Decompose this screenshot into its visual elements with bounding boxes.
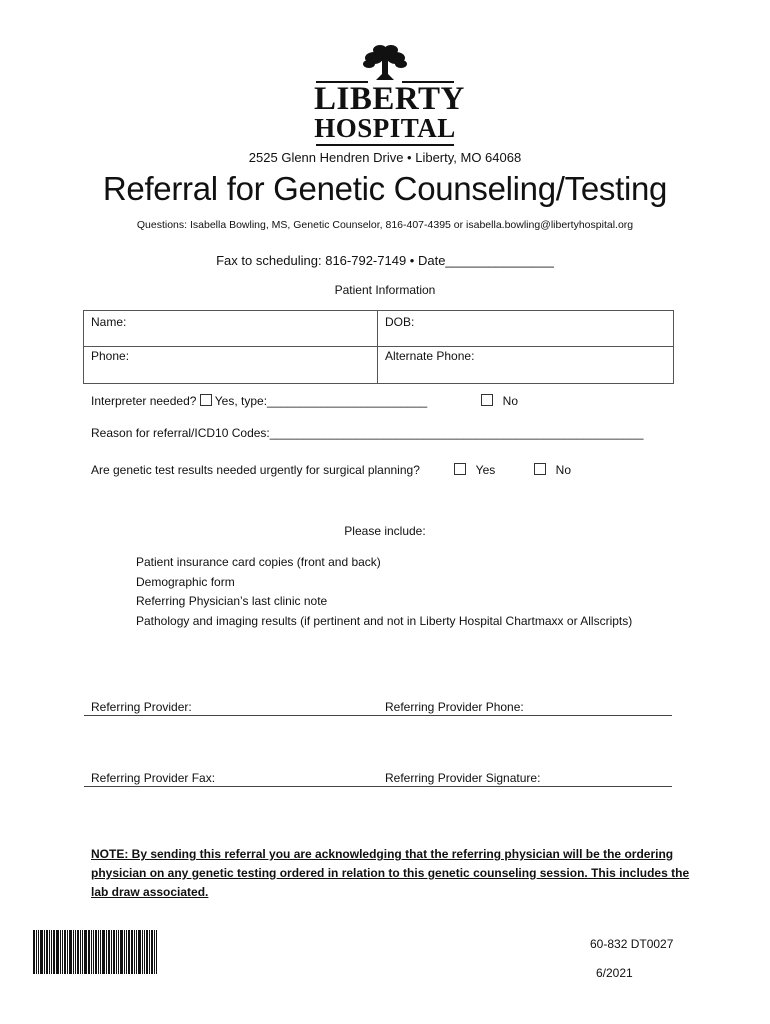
tree-icon xyxy=(314,44,456,84)
barcode-bar xyxy=(67,930,68,974)
list-item: Patient insurance card copies (front and back) xyxy=(136,555,381,569)
barcode-bar xyxy=(128,930,130,974)
barcode-bar xyxy=(118,930,119,974)
barcode-bar xyxy=(62,930,63,974)
hospital-address: 2525 Glenn Hendren Drive • Liberty, MO 64068 xyxy=(248,150,522,165)
barcode-bar xyxy=(113,930,115,974)
barcode-bar xyxy=(100,930,101,974)
barcode-bar xyxy=(60,930,61,974)
logo-word-liberty: LIBERTY xyxy=(314,81,465,117)
barcode-bar xyxy=(111,930,112,974)
interpreter-row xyxy=(91,394,427,408)
table-divider-vertical xyxy=(377,311,378,383)
interpreter-no-label: No xyxy=(502,394,519,408)
table-divider-horizontal xyxy=(84,346,673,347)
signature-line xyxy=(84,786,672,787)
reason-field[interactable]: Reason for referral/ICD10 Codes:________________________________________________________ xyxy=(91,426,644,440)
logo-word-hospital: HOSPITAL xyxy=(314,113,456,143)
barcode-bar xyxy=(46,930,48,974)
barcode-bar xyxy=(75,930,76,974)
barcode-bar xyxy=(69,930,72,974)
barcode-bar xyxy=(53,930,55,974)
barcode-bar xyxy=(149,930,150,974)
barcode-bar xyxy=(95,930,97,974)
logo-rule-bottom xyxy=(316,144,454,146)
interpreter-label: Interpreter needed? xyxy=(91,394,197,408)
urgent-yes-label: Yes xyxy=(475,463,496,477)
barcode-bar xyxy=(51,930,52,974)
include-heading: Please include: xyxy=(344,524,426,538)
interpreter-yes-checkbox[interactable] xyxy=(200,394,212,406)
dob-field[interactable]: DOB: xyxy=(385,315,415,329)
page-title: Referral for Genetic Counseling/Testing xyxy=(102,170,668,207)
barcode-bar xyxy=(82,930,83,974)
interpreter-no-option xyxy=(481,394,518,408)
list-item: Referring Physician’s last clinic note xyxy=(136,594,328,608)
barcode-bar xyxy=(106,930,107,974)
urgent-no-checkbox[interactable] xyxy=(534,463,546,475)
barcode-bar xyxy=(93,930,94,974)
barcode-bar xyxy=(33,930,35,974)
barcode-bar xyxy=(36,930,37,974)
barcode-bar xyxy=(102,930,105,974)
acknowledgement-note: NOTE: By sending this referral you are acknowledging that the referring physician will be the ordering physician on any genetic testing ordered in relation to this genetic counseling session. This includes the lab draw associated. xyxy=(91,847,690,899)
barcode-bar xyxy=(77,930,79,974)
barcode-bar xyxy=(131,930,133,974)
barcode-bar xyxy=(88,930,90,974)
barcode-bar xyxy=(138,930,141,974)
barcode-bar xyxy=(49,930,50,974)
barcode-bar xyxy=(124,930,125,974)
list-item: Demographic form xyxy=(136,574,235,589)
barcode-bar xyxy=(84,930,87,974)
barcode-bar xyxy=(154,930,155,974)
signature-line xyxy=(84,715,672,716)
interpreter-yes-label: Yes, type:________________________ xyxy=(214,394,428,408)
form-code: 60-832 DT0027 xyxy=(590,937,674,951)
referring-provider-field[interactable]: Referring Provider: xyxy=(91,700,192,714)
barcode-bar xyxy=(64,930,66,974)
urgent-no-option xyxy=(534,463,571,477)
referring-provider-phone-field[interactable]: Referring Provider Phone: xyxy=(385,700,524,714)
patient-info-heading: Patient Information xyxy=(334,283,436,297)
name-field[interactable]: Name: xyxy=(91,315,127,329)
barcode-bar xyxy=(146,930,148,974)
phone-field[interactable]: Phone: xyxy=(91,349,130,363)
alternate-phone-field[interactable]: Alternate Phone: xyxy=(385,349,475,363)
barcode-bar xyxy=(80,930,81,974)
barcode-bar xyxy=(134,930,135,974)
questions-contact: Questions: Isabella Bowling, MS, Genetic Counselor, 816-407-4395 or isabella.bowling@libertyhospital.org xyxy=(136,219,634,231)
revision-date: 6/2021 xyxy=(596,966,633,980)
barcode-bar xyxy=(91,930,92,974)
barcode-bar xyxy=(40,930,43,974)
referring-provider-fax-field[interactable]: Referring Provider Fax: xyxy=(91,771,216,785)
barcode-bar xyxy=(108,930,110,974)
barcode-bar xyxy=(156,930,157,974)
list-item: Pathology and imaging results (if pertinent and not in Liberty Hospital Chartmaxx or Allscripts) xyxy=(136,613,633,628)
barcode-bar xyxy=(44,930,45,974)
patient-info-table xyxy=(83,310,674,384)
barcode-bar xyxy=(120,930,123,974)
barcode-bar xyxy=(38,930,39,974)
hospital-logo xyxy=(314,44,465,148)
urgent-label: Are genetic test results needed urgently for surgical planning? xyxy=(91,463,420,477)
barcode-graphic xyxy=(33,930,161,974)
urgent-yes-option xyxy=(454,463,495,477)
fax-date-line: Fax to scheduling: 816-792-7149 • Date_______________ xyxy=(216,253,554,268)
barcode-bar xyxy=(142,930,143,974)
barcode-bar xyxy=(116,930,117,974)
barcode-bar xyxy=(126,930,127,974)
urgent-yes-checkbox[interactable] xyxy=(454,463,466,475)
interpreter-no-checkbox[interactable] xyxy=(481,394,493,406)
referring-provider-signature-field[interactable]: Referring Provider Signature: xyxy=(385,771,541,785)
urgent-no-label: No xyxy=(555,463,572,477)
barcode-bar xyxy=(98,930,99,974)
barcode-bar xyxy=(151,930,153,974)
barcode-bar xyxy=(56,930,59,974)
barcode-bar xyxy=(144,930,145,974)
barcode-bar xyxy=(73,930,74,974)
barcode-bar xyxy=(136,930,137,974)
include-list xyxy=(136,553,632,631)
